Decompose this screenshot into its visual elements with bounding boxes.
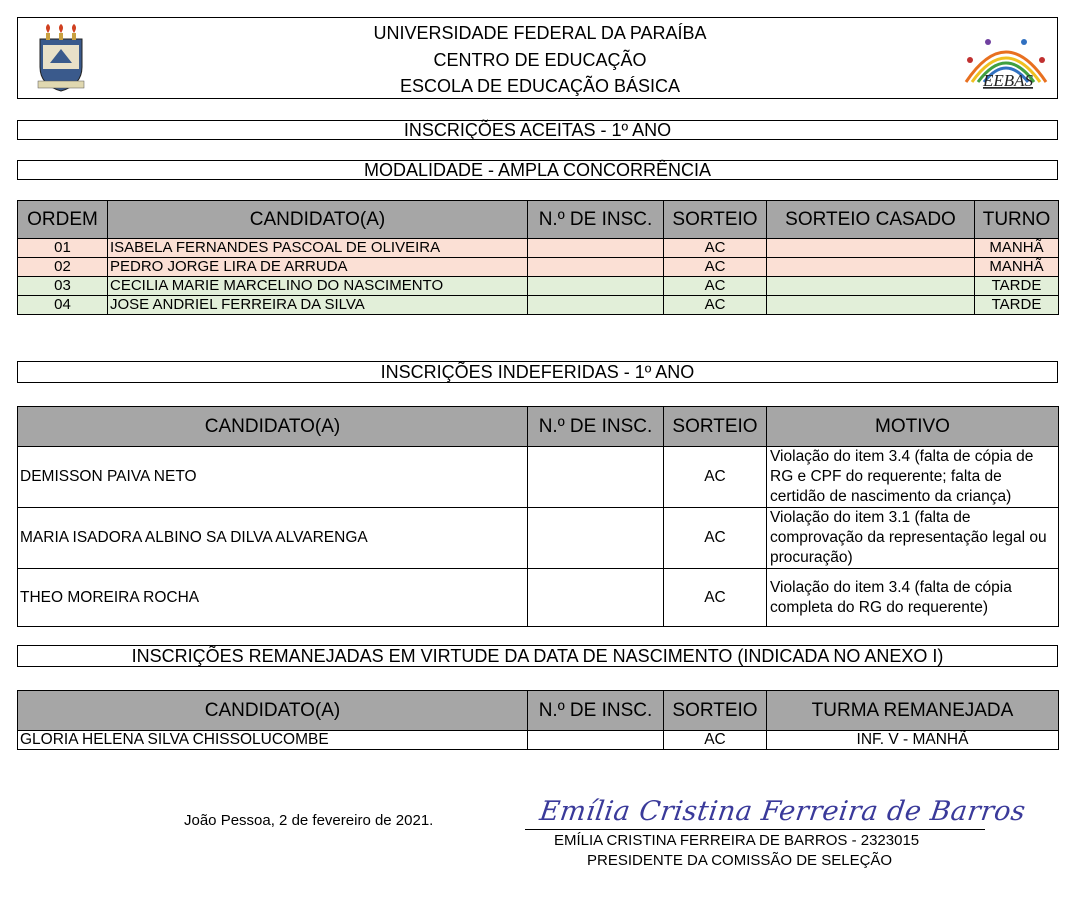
signer-name: EMÍLIA CRISTINA FERREIRA DE BARROS - 2323015: [554, 832, 920, 849]
table-row: [18, 731, 1059, 750]
school-name: ESCOLA DE EDUCAÇÃO BÁSICA: [399, 76, 681, 96]
cell-ordem: 02: [18, 258, 108, 277]
cell-ordem: 04: [18, 296, 108, 315]
cell-casado: [767, 239, 975, 258]
cell-candidato: MARIA ISADORA ALBINO SA DILVA ALVARENGA: [18, 508, 528, 569]
cell-candidato: JOSE ANDRIEL FERREIRA DA SILVA: [108, 296, 528, 315]
cell-casado: [767, 258, 975, 277]
cell-casado: [767, 277, 975, 296]
eebas-logo: [958, 30, 1054, 92]
cell-candidato: PEDRO JORGE LIRA DE ARRUDA: [108, 258, 528, 277]
col-header-sorteio: SORTEIO: [664, 407, 767, 447]
table-row: [18, 296, 1059, 315]
university-name: UNIVERSIDADE FEDERAL DA PARAÍBA: [373, 23, 707, 43]
cell-sorteio: AC: [664, 569, 767, 627]
col-header-sorteio: SORTEIO: [664, 201, 767, 239]
cell-motivo: Violação do item 3.4 (falta de cópia de RG e CPF do requerente; falta de certidão de nascimento da criança): [767, 447, 1059, 508]
cell-candidato: GLORIA HELENA SILVA CHISSOLUCOMBE: [18, 731, 528, 750]
table-row: [18, 508, 1059, 569]
cell-turno: TARDE: [975, 296, 1059, 315]
cell-motivo: Violação do item 3.4 (falta de cópia completa do RG do requerente): [767, 569, 1059, 627]
cell-insc: [528, 731, 664, 750]
rejected-title: INSCRIÇÕES INDEFERIDAS - 1º ANO: [17, 361, 1058, 383]
cell-ordem: 03: [18, 277, 108, 296]
cell-ordem: 01: [18, 239, 108, 258]
cell-sorteio: AC: [664, 277, 767, 296]
col-header-insc: N.º DE INSC.: [528, 691, 664, 731]
center-name: CENTRO DE EDUCAÇÃO: [433, 50, 647, 70]
cell-sorteio: AC: [664, 258, 767, 277]
cell-sorteio: AC: [664, 508, 767, 569]
accepted-table: [17, 200, 1059, 315]
handwritten-signature: Emília Cristina Ferreira de Barros: [537, 796, 1028, 827]
col-header-sorteio-casado: SORTEIO CASADO: [767, 201, 975, 239]
col-header-motivo: MOTIVO: [767, 407, 1059, 447]
cell-candidato: THEO MOREIRA ROCHA: [18, 569, 528, 627]
cell-insc: [528, 258, 664, 277]
table-row: [18, 569, 1059, 627]
relocated-title: INSCRIÇÕES REMANEJADAS EM VIRTUDE DA DATA DE NASCIMENTO (INDICADA NO ANEXO I): [17, 645, 1058, 667]
signature-line: [525, 829, 985, 830]
col-header-insc: N.º DE INSC.: [528, 201, 664, 239]
col-header-turno: TURNO: [975, 201, 1059, 239]
table-row: [18, 239, 1059, 258]
place-date: João Pessoa, 2 de fevereiro de 2021.: [184, 812, 434, 829]
cell-sorteio: AC: [664, 731, 767, 750]
cell-sorteio: AC: [664, 447, 767, 508]
cell-casado: [767, 296, 975, 315]
accepted-title: INSCRIÇÕES ACEITAS - 1º ANO: [17, 120, 1058, 140]
svg-text:EEBAS: EEBAS: [982, 71, 1034, 90]
cell-insc: [528, 508, 664, 569]
modality-title: MODALIDADE - AMPLA CONCORRÊNCIA: [17, 160, 1058, 180]
cell-turno: MANHÃ: [975, 258, 1059, 277]
col-header-candidato: CANDIDATO(A): [108, 201, 528, 239]
col-header-sorteio: SORTEIO: [664, 691, 767, 731]
cell-insc: [528, 239, 664, 258]
cell-candidato: DEMISSON PAIVA NETO: [18, 447, 528, 508]
cell-insc: [528, 296, 664, 315]
cell-insc: [528, 277, 664, 296]
signer-role: PRESIDENTE DA COMISSÃO DE SELEÇÃO: [587, 852, 893, 869]
col-header-insc: N.º DE INSC.: [528, 407, 664, 447]
cell-motivo: Violação do item 3.1 (falta de comprovação da representação legal ou procuração): [767, 508, 1059, 569]
table-row: [18, 277, 1059, 296]
col-header-candidato: CANDIDATO(A): [18, 407, 528, 447]
relocated-table: [17, 690, 1059, 750]
cell-candidato: ISABELA FERNANDES PASCOAL DE OLIVEIRA: [108, 239, 528, 258]
cell-insc: [528, 447, 664, 508]
cell-turno: TARDE: [975, 277, 1059, 296]
col-header-candidato: CANDIDATO(A): [18, 691, 528, 731]
col-header-ordem: ORDEM: [18, 201, 108, 239]
cell-insc: [528, 569, 664, 627]
table-row: [18, 447, 1059, 508]
table-row: [18, 258, 1059, 277]
cell-turno: MANHÃ: [975, 239, 1059, 258]
cell-turma: INF. V - MANHÃ: [767, 731, 1059, 750]
rejected-table: [17, 406, 1059, 627]
col-header-turma: TURMA REMANEJADA: [767, 691, 1059, 731]
cell-sorteio: AC: [664, 239, 767, 258]
cell-candidato: CECILIA MARIE MARCELINO DO NASCIMENTO: [108, 277, 528, 296]
cell-sorteio: AC: [664, 296, 767, 315]
